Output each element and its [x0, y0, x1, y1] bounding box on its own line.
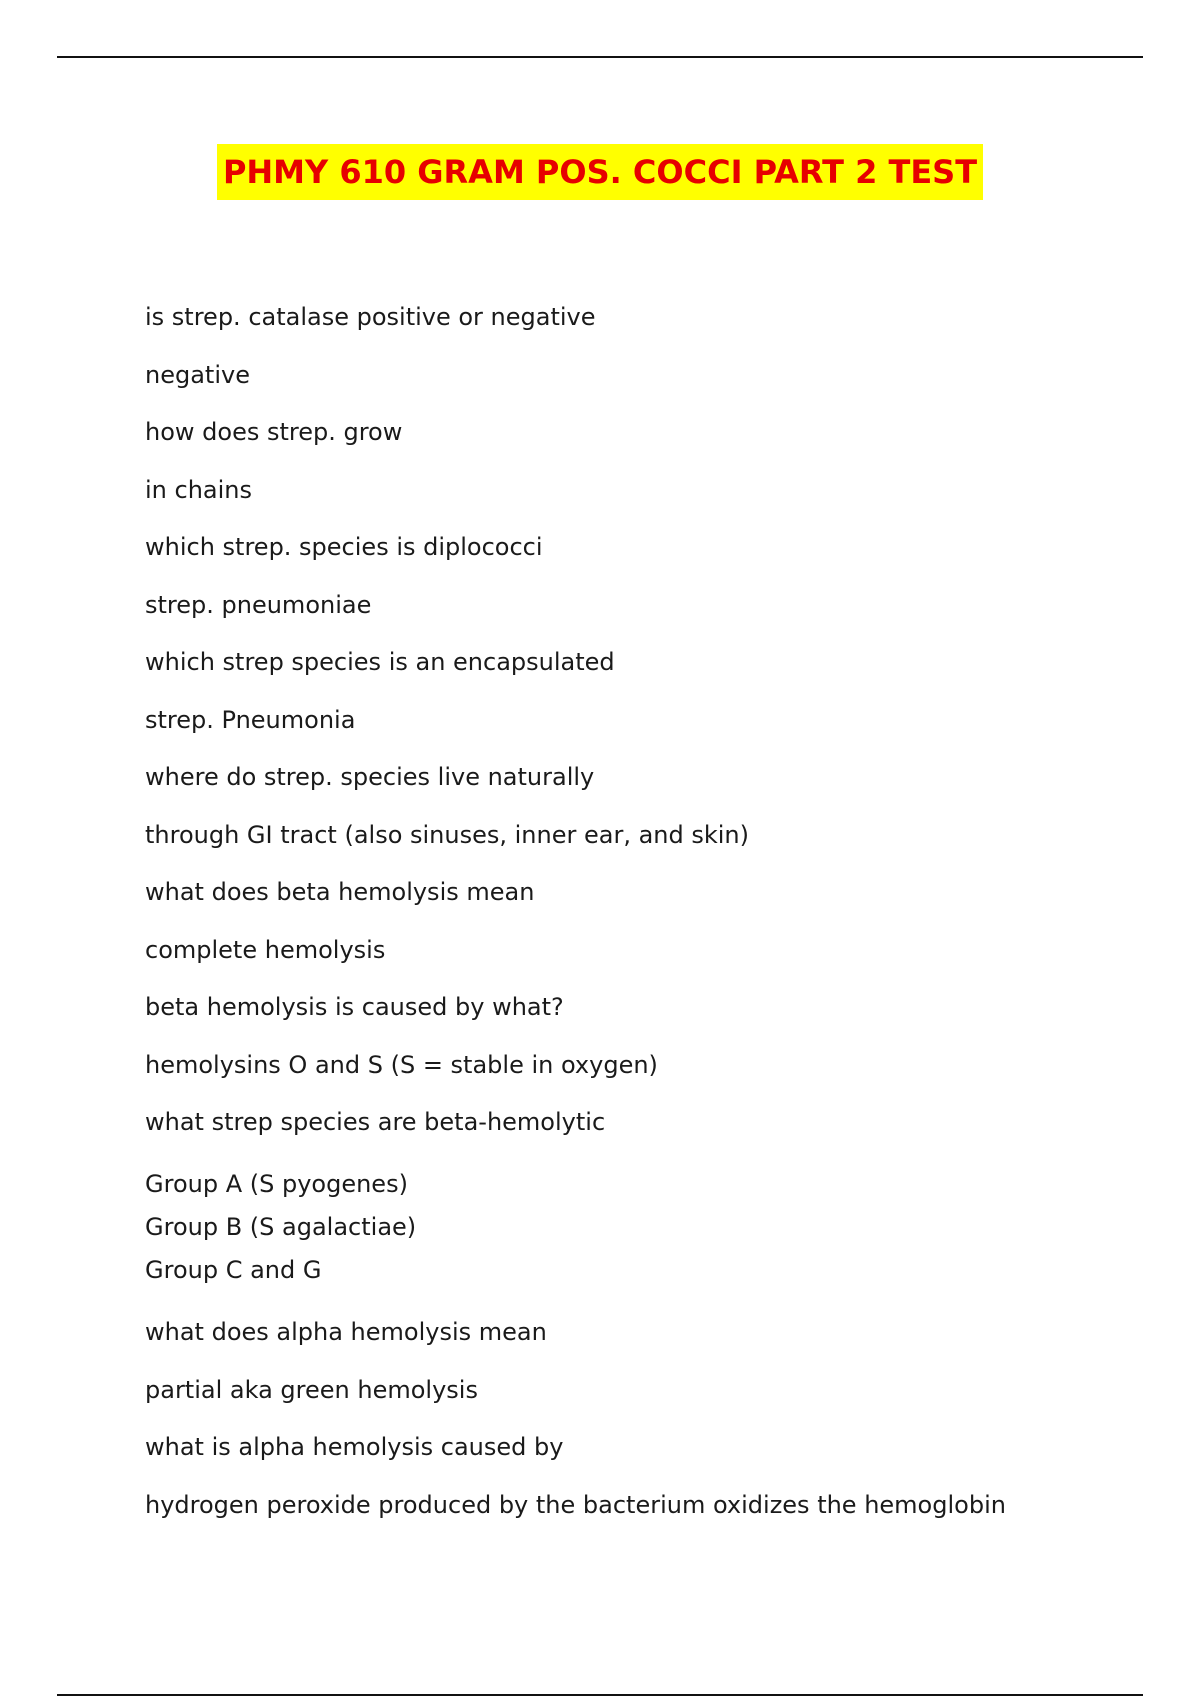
- question-text: what is alpha hemolysis caused by: [145, 1433, 564, 1461]
- question-text: which strep species is an encapsulated: [145, 648, 615, 676]
- answer-text: negative: [145, 360, 250, 389]
- answer-text: through GI tract (also sinuses, inner ear, and skin): [145, 820, 750, 849]
- question-text: is strep. catalase positive or negative: [145, 303, 596, 331]
- answer-text: complete hemolysis: [145, 935, 386, 964]
- answer-line: Group A (S pyogenes): [145, 1169, 408, 1198]
- answer-text: hydrogen peroxide produced by the bacterium oxidizes the hemoglobin: [145, 1490, 1006, 1519]
- question-text: what strep species are beta-hemolytic: [145, 1108, 606, 1136]
- answer-text: partial aka green hemolysis: [145, 1375, 478, 1404]
- answer-block: [145, 1163, 1105, 1292]
- answer-line: Group B (S agalactiae): [145, 1212, 417, 1241]
- question-text: what does beta hemolysis mean: [145, 878, 535, 906]
- question-text: how does strep. grow: [145, 418, 403, 446]
- question-text: what does alpha hemolysis mean: [145, 1318, 547, 1346]
- top-rule: [57, 56, 1143, 58]
- answer-line: Group C and G: [145, 1255, 322, 1284]
- question-text: which strep. species is diplococci: [145, 533, 543, 561]
- answer-text: in chains: [145, 475, 253, 504]
- answer-text: strep. pneumoniae: [145, 590, 372, 619]
- answer-text: strep. Pneumonia: [145, 705, 356, 734]
- document-title: PHMY 610 GRAM POS. COCCI PART 2 TEST: [217, 144, 983, 200]
- bottom-rule: [57, 1694, 1143, 1696]
- qa-list: [145, 300, 1105, 1545]
- title-container: [0, 144, 1200, 200]
- question-text: where do strep. species live naturally: [145, 763, 595, 791]
- answer-text: hemolysins O and S (S = stable in oxygen): [145, 1050, 658, 1079]
- question-text: beta hemolysis is caused by what?: [145, 993, 564, 1021]
